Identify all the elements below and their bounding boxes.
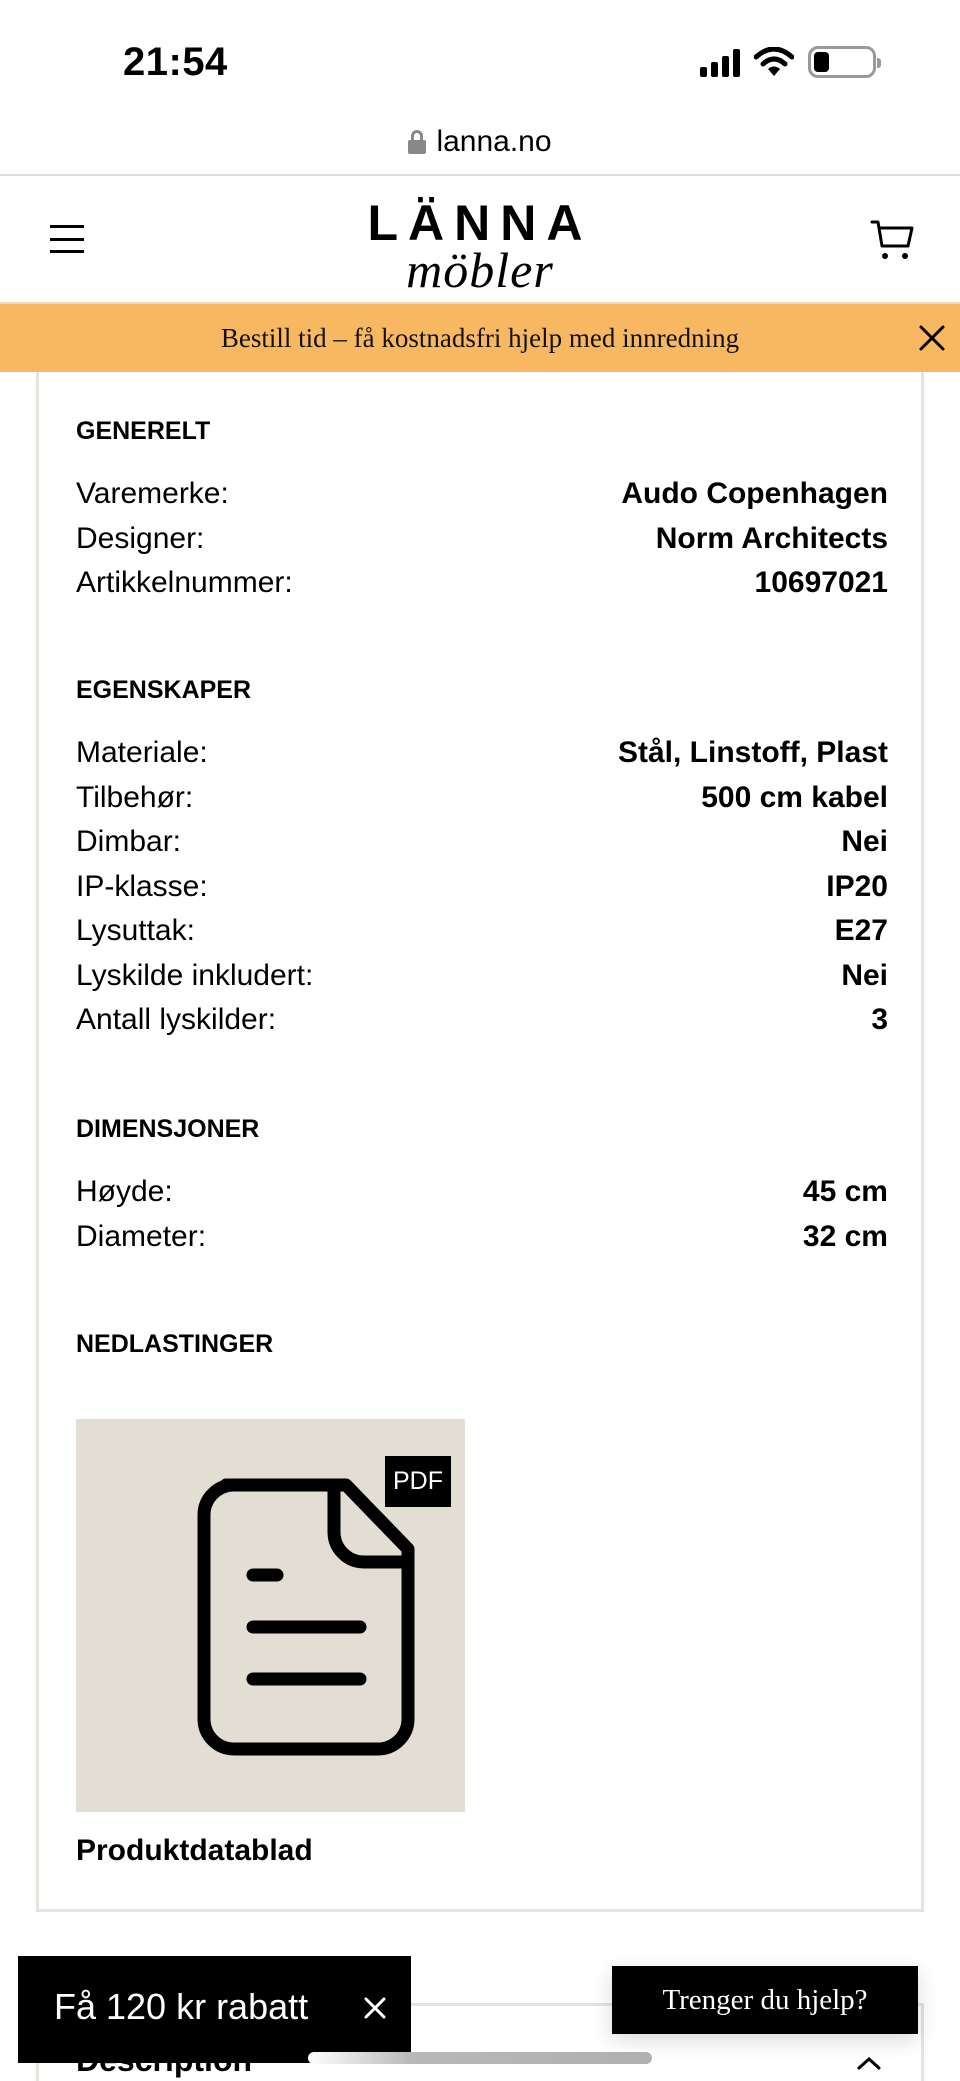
spec-row: IP-klasse: IP20 <box>76 869 888 903</box>
spec-card <box>36 372 924 1912</box>
spec-row: Artikkelnummer: 10697021 <box>76 566 888 600</box>
url-text: lanna.no <box>436 125 552 158</box>
promo-text: Bestill tid – få kostnadsfri hjelp med innredning <box>220 322 740 353</box>
spec-row: Dimbar: Nei <box>76 825 888 859</box>
spec-row: Lysuttak: E27 <box>76 914 888 948</box>
help-text: Trenger du hjelp? <box>662 1983 868 2016</box>
hamburger-menu-icon[interactable] <box>50 225 84 253</box>
discount-text: Få 120 kr rabatt <box>54 1986 309 2027</box>
signal-icon <box>700 47 740 77</box>
chevron-up-icon[interactable] <box>857 2056 881 2070</box>
section-title: EGENSKAPER <box>76 676 252 704</box>
pdf-badge: PDF <box>385 1456 451 1507</box>
logo-bottom: möbler <box>406 242 554 298</box>
status-bar <box>0 0 960 110</box>
site-header <box>0 178 960 302</box>
spec-row: Antall lyskilder: 3 <box>76 1003 888 1037</box>
spec-row: Tilbehør: 500 cm kabel <box>76 780 888 814</box>
spec-row: Varemerke: Audo Copenhagen <box>76 477 888 511</box>
close-icon[interactable] <box>918 324 946 352</box>
cart-icon[interactable] <box>870 218 916 262</box>
section-general <box>76 417 888 606</box>
close-icon[interactable] <box>363 1996 387 2020</box>
spec-row: Designer: Norm Architects <box>76 521 888 555</box>
spec-row: Diameter: 32 cm <box>76 1219 888 1253</box>
spec-row: Materiale: Stål, Linstoff, Plast <box>76 736 888 770</box>
battery-icon <box>808 46 876 78</box>
section-downloads <box>76 1330 888 1385</box>
logo[interactable] <box>330 195 630 298</box>
status-time: 21:54 <box>123 40 228 84</box>
section-title: DIMENSJONER <box>76 1115 260 1143</box>
status-icons <box>700 46 876 78</box>
document-icon <box>196 1477 424 1757</box>
section-properties <box>76 676 888 1043</box>
section-title: GENERELT <box>76 417 211 445</box>
wifi-icon <box>754 47 794 77</box>
promo-banner[interactable] <box>0 302 960 372</box>
spec-row: Høyde: 45 cm <box>76 1175 888 1209</box>
discount-popup[interactable] <box>18 1956 411 2063</box>
logo-top: LÄNNA <box>367 195 593 251</box>
section-title: NEDLASTINGER <box>76 1330 274 1358</box>
download-label[interactable]: Produktdatablad <box>76 1834 313 1867</box>
lock-icon <box>408 130 426 154</box>
url-bar[interactable] <box>0 110 960 176</box>
spec-row: Lyskilde inkludert: Nei <box>76 958 888 992</box>
home-indicator[interactable] <box>308 2052 652 2064</box>
help-button[interactable] <box>612 1966 918 2034</box>
section-dimensions <box>76 1115 888 1259</box>
